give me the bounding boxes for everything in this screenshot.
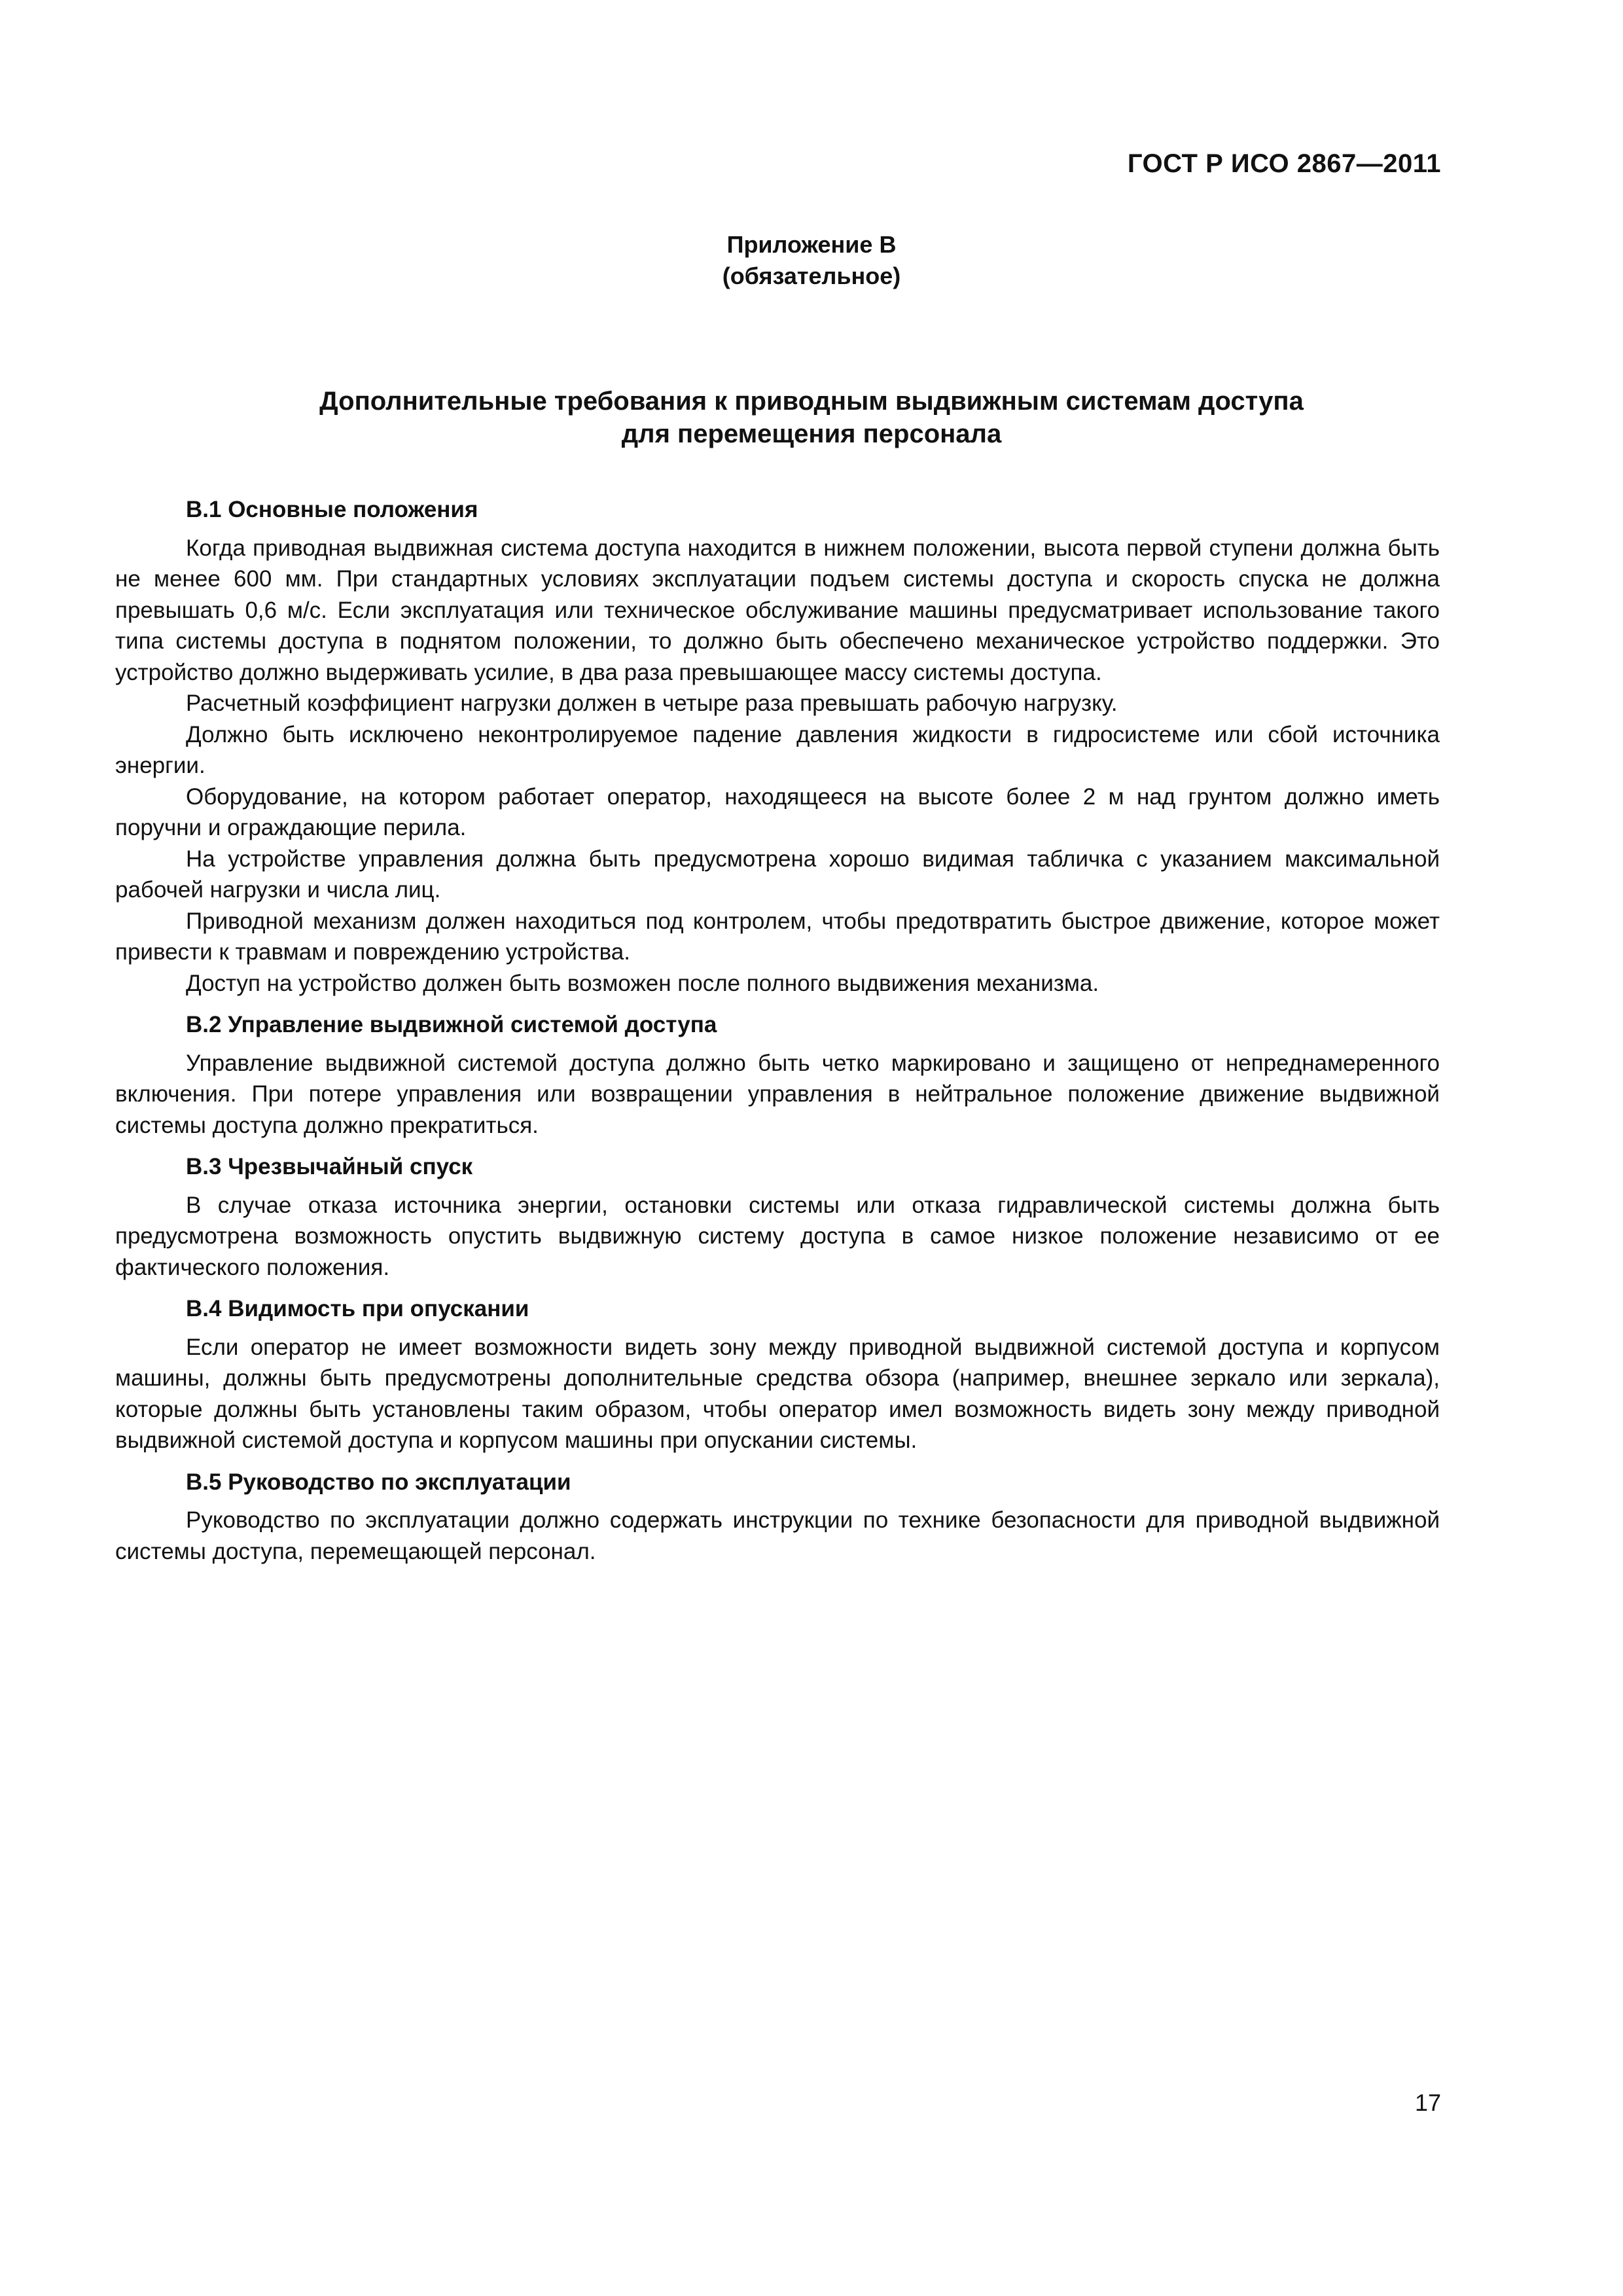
annex-title [0,385,1623,450]
section-heading: В.3 Чрезвычайный спуск [186,1154,473,1179]
annex-title-line-1: Дополнительные требования к приводным выдвижным системам доступа [319,387,1304,416]
section-heading: В.4 Видимость при опускании [186,1296,529,1321]
section-b2 [115,1009,1440,1141]
paragraph: Доступ на устройство должен быть возможен после полного выдвижения механизма. [186,970,1099,996]
section-b1 [115,494,1440,999]
annex-block [0,229,1623,292]
paragraph: Расчетный коэффициент нагрузки должен в четыре раза превышать рабочую нагрузку. [186,691,1118,716]
paragraph: Когда приводная выдвижная система доступа находится в нижнем положении, высота первой ступени должна быть не менее 600 мм. При стандартных условиях эксплуатации подъем системы доступа и скорость спуска не должна превышать 0,6 м/с. Если эксплуатация или техническое обслуживание машины предусматривает использование такого типа системы доступа в поднятом положении, то должно быть обеспечено механическое устройство поддержки. Это устройство должно выдерживать усилие, в два раза превышающее массу системы доступа. [115,535,1440,685]
paragraph: Если оператор не имеет возможности видеть зону между приводной выдвижной системой доступа и корпусом машины, должны быть предусмотрены дополнительные средства обзора (например, внешнее зеркало или зеркала), которые должны быть установлены таким образом, чтобы оператор имел возможность видеть зону между приводной выдвижной системой доступа и корпусом машины при опускании системы. [115,1334,1440,1453]
paragraph: В случае отказа источника энергии, остановки системы или отказа гидравлической системы должна быть предусмотрена возможность опустить выдвижную систему доступа в самое низкое положение независимо от ее фактического положения. [115,1192,1440,1280]
section-b5 [115,1467,1440,1568]
section-b3 [115,1151,1440,1283]
paragraph: На устройстве управления должна быть предусмотрена хорошо видимая табличка с указанием максимальной рабочей нагрузки и числа лиц. [115,846,1440,903]
paragraph: Должно быть исключено неконтролируемое падение давления жидкости в гидросистеме или сбой источника энергии. [115,721,1440,778]
annex-label: Приложение В [726,231,897,258]
section-heading: В.1 Основные положения [186,497,478,522]
paragraph: Управление выдвижной системой доступа должно быть четко маркировано и защищено от непреднамеренного включения. При потере управления или возвращении управления в нейтральное положение движение выдвижной системы доступа должно прекратиться. [115,1050,1440,1138]
page-number: 17 [1414,2089,1441,2116]
document-body [115,494,1440,1577]
section-heading: В.2 Управление выдвижной системой доступа [186,1012,717,1037]
section-b4 [115,1293,1440,1456]
section-heading: В.5 Руководство по эксплуатации [186,1469,571,1495]
paragraph: Оборудование, на котором работает оператор, находящееся на высоте более 2 м над грунтом должно иметь поручни и ограждающие перила. [115,783,1440,840]
document-code: ГОСТ Р ИСО 2867—2011 [1127,149,1441,178]
paragraph: Приводной механизм должен находиться под контролем, чтобы предотвратить быстрое движение, которое может привести к травмам и повреждению устройства. [115,908,1440,965]
annex-title-line-2: для перемещения персонала [621,420,1002,448]
paragraph: Руководство по эксплуатации должно содержать инструкции по технике безопасности для приводной выдвижной системы доступа, перемещающей персонал. [115,1507,1440,1564]
annex-status: (обязательное) [722,262,901,289]
